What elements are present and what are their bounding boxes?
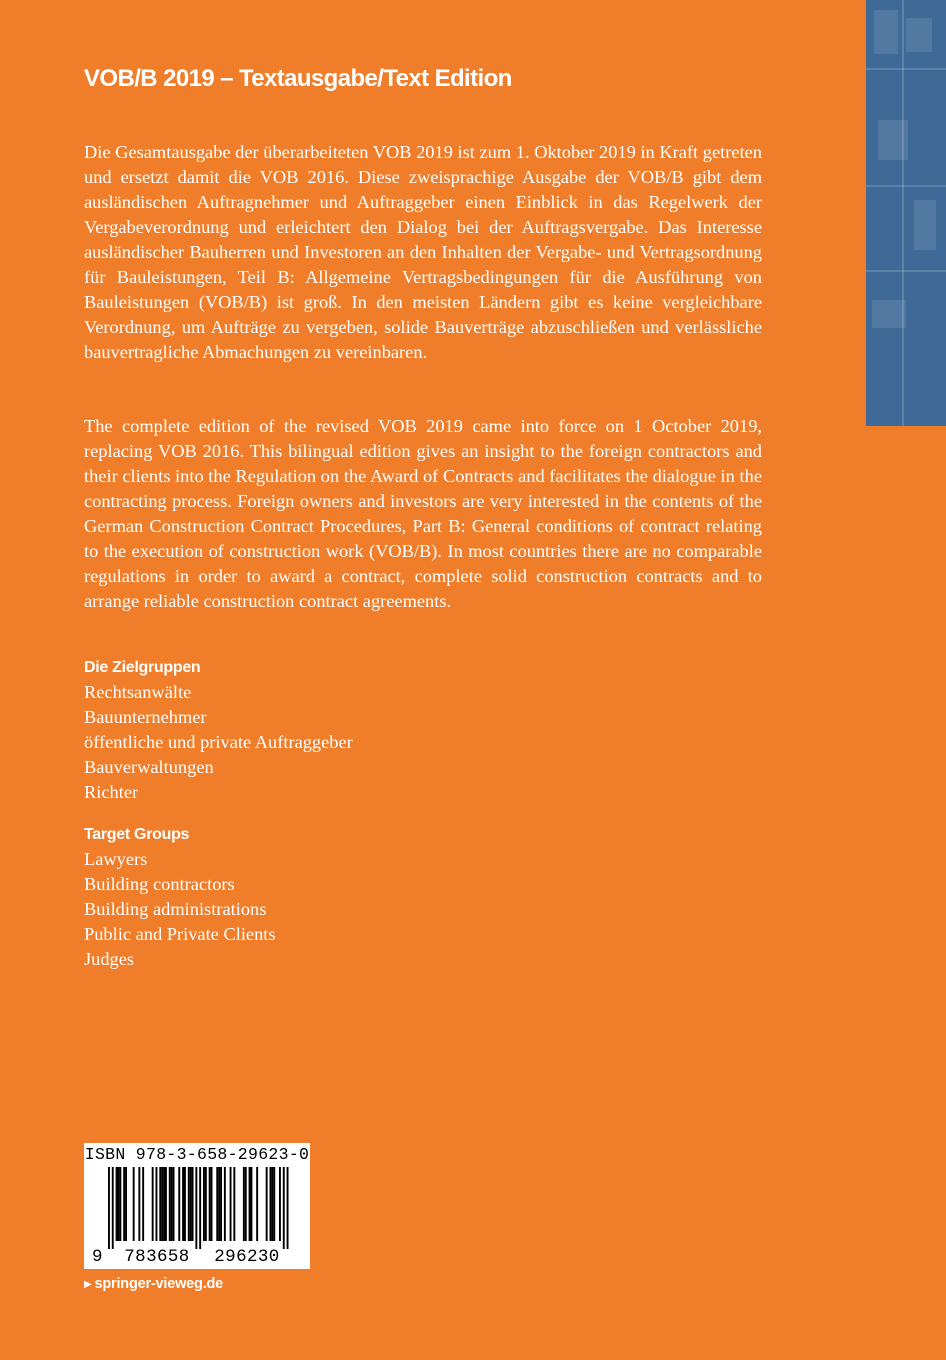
publisher-website [84, 1274, 223, 1294]
barcode-bar [249, 1167, 251, 1241]
barcode-bar [152, 1167, 154, 1241]
barcode-bar [243, 1167, 245, 1241]
barcode-guard-bar [287, 1167, 289, 1249]
triangle-right-icon: ▶ [84, 1279, 92, 1290]
target-groups-german [84, 656, 684, 805]
barcode-bar [116, 1167, 118, 1241]
publisher-website-text: springer-vieweg.de [94, 1276, 224, 1292]
barcode-bar [118, 1167, 120, 1241]
target-groups-english-heading: Target Groups [84, 826, 190, 843]
barcode-bar [233, 1167, 235, 1241]
barcode-bar [163, 1167, 165, 1241]
barcode-bar [133, 1167, 135, 1241]
list-item: Bauverwaltungen [84, 757, 214, 777]
barcode-bar [256, 1167, 258, 1241]
target-groups-german-heading: Die Zielgruppen [84, 659, 201, 676]
cover-accent-panel [866, 0, 946, 426]
isbn-barcode [84, 1143, 310, 1269]
target-groups-english [84, 823, 684, 972]
list-item: Building contractors [84, 874, 235, 894]
ean-left-digits: 783658 [124, 1247, 190, 1267]
barcode-bar [138, 1167, 140, 1241]
list-item: Judges [84, 949, 135, 969]
barcode-bar [211, 1167, 213, 1241]
list-item: Bauunternehmer [84, 707, 207, 727]
barcode-guard-bar [195, 1167, 197, 1249]
barcode-bar [192, 1167, 194, 1241]
list-item: Rechtsanwälte [84, 682, 192, 702]
barcode-bar [119, 1167, 121, 1241]
barcode-bars [108, 1167, 298, 1249]
list-item: Building administrations [84, 899, 267, 919]
barcode-bar [203, 1167, 205, 1241]
barcode-guard-bar [283, 1167, 285, 1249]
barcode-bar [142, 1167, 144, 1241]
barcode-bar [169, 1167, 171, 1241]
barcode-guard-bar [108, 1167, 110, 1249]
ean-digits [84, 1247, 310, 1267]
barcode-bar [220, 1167, 222, 1241]
barcode-bar [218, 1167, 220, 1241]
barcode-bar [251, 1167, 253, 1241]
barcode-bar [224, 1167, 226, 1241]
barcode-bar [178, 1167, 180, 1241]
barcode-guard-bar [199, 1167, 201, 1249]
barcode-bar [230, 1167, 232, 1241]
list-item: Richter [84, 782, 139, 802]
barcode-bar [190, 1167, 192, 1241]
barcode-bar [205, 1167, 207, 1241]
barcode-bar [188, 1167, 190, 1241]
isbn-label: ISBN 978-3-658-29623-0 [84, 1145, 310, 1164]
description-german: Die Gesamtausgabe der überarbeiteten VOB 2019 ist zum 1. Oktober 2019 in Kraft getreten und ersetzt damit die VOB 2016. Diese zweisprachige Ausgabe der VOB/B gibt dem ausländischen Auftragnehmer und Auftraggeber einen Einblick in das Regelwerk der Vergabeverordnung und erleichtert den Dialog bei der Auftragsvergabe. Das Interesse ausländischer Bauherren und Investoren an den Inhalten der Vergabe- und Vertragsordnung für Bauleistungen, Teil B: Allgemeine Vertragsbedingungen für die Ausführung von Bauleistungen (VOB/B) ist groß. In den meisten Ländern gibt es keine vergleichbare Verordnung, um Aufträge zu vergeben, solide Bauverträge abzuschließen und verlässliche bauvertragliche Abmachungen zu vereinbaren. [84, 142, 762, 362]
barcode-bar [266, 1167, 268, 1241]
barcode-bar [245, 1167, 247, 1241]
list-item: Public and Private Clients [84, 924, 276, 944]
ean-first-digit: 9 [92, 1247, 103, 1267]
barcode-bar [173, 1167, 175, 1241]
barcode-bar [165, 1167, 167, 1241]
barcode-guard-bar [112, 1167, 114, 1249]
barcode-bar [159, 1167, 161, 1241]
list-item: öffentliche und private Auftraggeber [84, 732, 353, 752]
barcode-bar [184, 1167, 186, 1241]
list-item: Lawyers [84, 849, 148, 869]
book-title: VOB/B 2019 – Textausgabe/Text Edition [84, 65, 512, 92]
barcode-bar [171, 1167, 173, 1241]
barcode-bar [216, 1167, 218, 1241]
barcode-bar [182, 1167, 184, 1241]
ean-right-digits: 296230 [214, 1247, 280, 1267]
barcode-bar [271, 1167, 273, 1241]
barcode-bar [279, 1167, 281, 1241]
barcode-bar [273, 1167, 275, 1241]
barcode-bar [161, 1167, 163, 1241]
barcode-bar [123, 1167, 125, 1241]
barcode-bar [270, 1167, 272, 1241]
description-english: The complete edition of the revised VOB 2019 came into force on 1 October 2019, replacing VOB 2016. This bilingual edition gives an insight to the foreign contractors and their clients into the Regulation on the Award of Contracts and facilitates the dialogue in the contracting process. Foreign owners and investors are very interested in the contents of the German Construction Contract Procedures, Part B: General conditions of contract relating to the execution of construction work (VOB/B). In most countries there are no comparable regulations in order to award a contract, complete solid construction contracts and to arrange reliable construction contract agreements. [84, 416, 762, 611]
barcode-bar [209, 1167, 211, 1241]
barcode-bar [125, 1167, 127, 1241]
barcode-bar [156, 1167, 158, 1241]
